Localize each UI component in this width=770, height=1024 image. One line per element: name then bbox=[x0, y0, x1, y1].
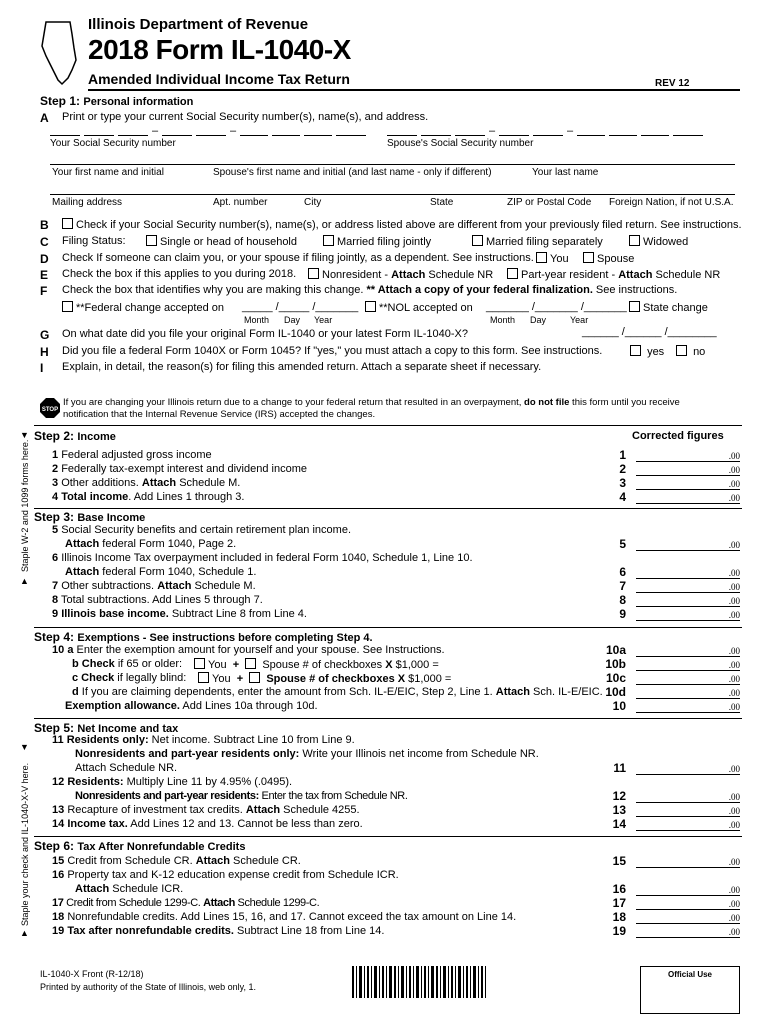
line-b-checkbox[interactable] bbox=[62, 218, 73, 229]
status-single-checkbox[interactable] bbox=[146, 235, 157, 246]
revision-code: REV 12 bbox=[655, 78, 690, 89]
line-11-number: 11 bbox=[613, 761, 626, 775]
line-14-text: 14 Income tax. Add Lines 12 and 13. Cannot be less than zero. bbox=[52, 818, 363, 830]
line-10-number: 10 bbox=[612, 699, 626, 713]
nol-day-label: Day bbox=[530, 315, 547, 325]
original-filing-date-field[interactable]: ______ /______ /________ bbox=[582, 326, 717, 338]
line-11-amount[interactable]: .00 bbox=[636, 763, 740, 775]
line-6-number: 6 bbox=[619, 565, 626, 579]
line-15-number: 15 bbox=[612, 854, 626, 868]
line-12-amount[interactable]: .00 bbox=[636, 791, 740, 803]
official-use-label: Official Use bbox=[667, 970, 712, 979]
line-3-text: 3 Other additions. Attach Schedule M. bbox=[52, 477, 241, 489]
line-e-text: Check the box if this applies to you during 2018. bbox=[62, 268, 297, 280]
staple-w2-label: Staple W-2 and 1099 forms here. bbox=[20, 439, 30, 572]
dependent-spouse-option[interactable]: Spouse bbox=[583, 252, 634, 265]
line-1-number: 1 bbox=[619, 448, 626, 462]
step4-title: Step 4: Exemptions - See instructions before completing Step 4. bbox=[34, 630, 373, 644]
line-i-letter: I bbox=[40, 361, 44, 375]
line-13-amount[interactable]: .00 bbox=[636, 805, 740, 817]
age65-you-checkbox[interactable] bbox=[194, 658, 205, 669]
line-4-text: 4 Total income. Add Lines 1 through 3. bbox=[52, 491, 245, 503]
mailing-label: Mailing address bbox=[52, 197, 123, 208]
line-5-attach: Attach federal Form 1040, Page 2. bbox=[65, 538, 237, 550]
line-12-text: 12 Residents: Multiply Line 11 by 4.95% (.0495). bbox=[52, 776, 293, 788]
federal-amended-no-checkbox[interactable] bbox=[676, 345, 687, 356]
line-11-attach: Attach Schedule NR. bbox=[75, 762, 178, 774]
part-year-option[interactable]: Part-year resident - Attach Schedule NR bbox=[507, 268, 720, 281]
line-18-number: 18 bbox=[612, 910, 626, 924]
line-16-text: 16 Property tax and K-12 education expense credit from Schedule ICR. bbox=[52, 869, 399, 881]
line-1-text: 1 Federal adjusted gross income bbox=[52, 449, 212, 461]
line-b: Check if your Social Security number(s), name(s), or address listed above are different from your previously filed return. See instructions. bbox=[62, 218, 742, 231]
age65-spouse-checkbox[interactable] bbox=[245, 658, 256, 669]
line-9-number: 9 bbox=[619, 607, 626, 621]
line-8-number: 8 bbox=[619, 593, 626, 607]
federal-change-option[interactable]: **Federal change accepted on bbox=[62, 301, 224, 314]
line-13-number: 13 bbox=[612, 803, 626, 817]
stop-sign-icon bbox=[40, 398, 60, 418]
step2-title: Step 2: Income bbox=[34, 429, 116, 443]
stop-sign-text: STOP bbox=[41, 407, 59, 413]
line-16-attach: Attach Schedule ICR. bbox=[75, 883, 184, 895]
federal-change-checkbox[interactable] bbox=[62, 301, 73, 312]
step5-title: Step 5: Net Income and tax bbox=[34, 721, 179, 735]
last-name-label: Your last name bbox=[532, 167, 599, 178]
filing-status-label: Filing Status: bbox=[62, 235, 126, 247]
line-7-text: 7 Other subtractions. Attach Schedule M. bbox=[52, 580, 256, 592]
foreign-nation-label: Foreign Nation, if not U.S.A. bbox=[609, 197, 734, 208]
line-12-number: 12 bbox=[612, 789, 626, 803]
line-f-letter: F bbox=[40, 284, 48, 298]
arrow-up-icon: ▲ bbox=[20, 576, 29, 586]
line-10-amount[interactable]: .00 bbox=[636, 701, 740, 713]
authority-footer: Printed by authority of the State of Illinois, web only, 1. bbox=[40, 982, 256, 992]
part-year-checkbox[interactable] bbox=[507, 268, 518, 279]
line-h-text: Did you file a federal Form 1040X or Form 1045? If "yes," you must attach a copy to this form. See instructions. bbox=[62, 345, 603, 357]
line-2-number: 2 bbox=[619, 462, 626, 476]
line-16-amount[interactable]: .00 bbox=[636, 884, 740, 896]
status-mfs-checkbox[interactable] bbox=[472, 235, 483, 246]
form-subtitle: Amended Individual Income Tax Return bbox=[88, 71, 350, 87]
line-13-text: 13 Recapture of investment tax credits. Attach Schedule 4255. bbox=[52, 804, 360, 816]
blind-spouse-checkbox[interactable] bbox=[249, 672, 260, 683]
form-id-footer: IL-1040-X Front (R-12/18) bbox=[40, 969, 144, 979]
line-10b-amount[interactable]: .00 bbox=[636, 659, 740, 671]
dependent-spouse-checkbox[interactable] bbox=[583, 252, 594, 263]
federal-year-label: Year bbox=[314, 315, 333, 325]
line-a-letter: A bbox=[40, 111, 49, 125]
staple-check-label: Staple your check and IL-1040-X-V here. bbox=[20, 762, 30, 926]
illinois-state-icon bbox=[40, 20, 80, 86]
status-widowed-checkbox[interactable] bbox=[629, 235, 640, 246]
nonresident-option[interactable]: Nonresident - Attach Schedule NR bbox=[308, 268, 493, 281]
line-10a-amount[interactable]: .00 bbox=[636, 645, 740, 657]
status-mfj-checkbox[interactable] bbox=[323, 235, 334, 246]
line-15-text: 15 Credit from Schedule CR. Attach Schedule CR. bbox=[52, 855, 301, 867]
line-10b-number: 10b bbox=[605, 657, 626, 671]
line-d-text: Check If someone can claim you, or your spouse if filing jointly, as a dependent. See instructions. bbox=[62, 252, 534, 264]
federal-amended-no-option[interactable]: no bbox=[676, 345, 705, 358]
line-a-text: Print or type your current Social Security number(s), name(s), and address. bbox=[62, 111, 429, 123]
status-mfj-option[interactable]: Married filing jointly bbox=[323, 235, 431, 248]
line-6-amount[interactable]: .00 bbox=[636, 567, 740, 579]
line-5-number: 5 bbox=[619, 537, 626, 551]
line-11-text: 11 Residents only: Net income. Subtract Line 10 from Line 9. bbox=[52, 734, 355, 746]
line-b-letter: B bbox=[40, 218, 49, 232]
line-3-number: 3 bbox=[619, 476, 626, 490]
line-e-letter: E bbox=[40, 268, 49, 282]
line-10c-boxes[interactable]: You + Spouse # of checkboxes X $1,000 = bbox=[198, 672, 451, 685]
line-10a-number: 10a bbox=[605, 643, 626, 657]
line-7-amount[interactable]: .00 bbox=[636, 581, 740, 593]
nonresident-checkbox[interactable] bbox=[308, 268, 319, 279]
line-1-amount[interactable]: .00 bbox=[636, 450, 740, 462]
line-12-nonres-text: Nonresidents and part-year residents: Enter the tax from Schedule NR. bbox=[75, 790, 408, 802]
line-4-amount[interactable]: .00 bbox=[636, 492, 740, 504]
line-f-text: Check the box that identifies why you are making this change. ** Attach a copy of your federal finalization. See instructions. bbox=[62, 284, 678, 296]
arrow-up-icon: ▲ bbox=[20, 928, 29, 938]
line-10b-boxes[interactable]: You + Spouse # of checkboxes X $1,000 = bbox=[194, 658, 439, 671]
agency-name: Illinois Department of Revenue bbox=[88, 16, 309, 33]
line-18-text: 18 Nonrefundable credits. Add Lines 15, 16, and 17. Cannot exceed the tax amount on Line 14. bbox=[52, 911, 517, 923]
barcode-icon bbox=[352, 966, 486, 998]
line-10c-number: 10c bbox=[605, 671, 626, 685]
line-9-text: 9 Illinois base income. Subtract Line 8 from Line 4. bbox=[52, 608, 307, 620]
line-8-amount[interactable]: .00 bbox=[636, 595, 740, 607]
status-widowed-option[interactable]: Widowed bbox=[629, 235, 688, 248]
stop-notice-line2: notification that the Internal Revenue Service (IRS) accepted the changes. bbox=[63, 409, 376, 420]
state-change-option[interactable]: State change bbox=[629, 301, 708, 314]
nol-month-label: Month bbox=[490, 315, 516, 325]
city-label: City bbox=[304, 197, 322, 208]
line-5-amount[interactable]: .00 bbox=[636, 539, 740, 551]
arrow-down-icon: ▼ bbox=[20, 742, 29, 752]
line-15-amount[interactable]: .00 bbox=[636, 856, 740, 868]
spouse-name-label: Spouse's first name and initial (and last name - only if different) bbox=[213, 167, 492, 178]
line-10a-text: 10 a Enter the exemption amount for yourself and your spouse. See Instructions. bbox=[52, 644, 445, 656]
line-19-amount[interactable]: .00 bbox=[636, 926, 740, 938]
dependent-you-option[interactable]: You bbox=[536, 252, 569, 265]
line-17-text: 17 Credit from Schedule 1299-C. Attach Schedule 1299-C. bbox=[52, 897, 320, 909]
arrow-down-icon: ▼ bbox=[20, 430, 29, 440]
line-19-number: 19 bbox=[612, 924, 626, 938]
nol-year-label: Year bbox=[570, 315, 589, 325]
line-7-number: 7 bbox=[619, 579, 626, 593]
exemption-allowance-text: Exemption allowance. Add Lines 10a through 10d. bbox=[65, 700, 318, 712]
line-g-text: On what date did you file your original Form IL-1040 or your latest Form IL-1040-X? bbox=[62, 328, 468, 340]
line-6-text: 6 Illinois Income Tax overpayment included in federal Form 1040, Schedule 1, Line 10. bbox=[52, 552, 473, 564]
line-17-amount[interactable]: .00 bbox=[636, 898, 740, 910]
federal-month-label: Month bbox=[244, 315, 270, 325]
line-g-letter: G bbox=[40, 328, 50, 342]
step1-title: Step 1: Personal information bbox=[40, 94, 194, 108]
line-8-text: 8 Total subtractions. Add Lines 5 through 7. bbox=[52, 594, 263, 606]
line-i-text: Explain, in detail, the reason(s) for filing this amended return. Attach a separate sheet if necessary. bbox=[62, 361, 542, 373]
status-single-option[interactable]: Single or head of household bbox=[146, 235, 297, 248]
line-2-amount[interactable]: .00 bbox=[636, 464, 740, 476]
line-4-number: 4 bbox=[619, 490, 626, 504]
line-3-amount[interactable]: .00 bbox=[636, 478, 740, 490]
dependent-you-checkbox[interactable] bbox=[536, 252, 547, 263]
federal-amended-yes-option[interactable]: yes bbox=[630, 345, 664, 358]
line-10c-amount[interactable]: .00 bbox=[636, 673, 740, 685]
line-18-amount[interactable]: .00 bbox=[636, 912, 740, 924]
line-14-number: 14 bbox=[612, 817, 626, 831]
blind-you-checkbox[interactable] bbox=[198, 672, 209, 683]
line-5-text: 5 Social Security benefits and certain retirement plan income. bbox=[52, 524, 352, 536]
line-h-letter: H bbox=[40, 345, 49, 359]
line-10d-text: d If you are claiming dependents, enter the amount from Sch. IL-E/EIC, Step 2, Line 1. Attach Sch. IL-E/EIC. bbox=[72, 686, 603, 698]
state-change-checkbox[interactable] bbox=[629, 301, 640, 312]
step6-title: Step 6: Tax After Nonrefundable Credits bbox=[34, 839, 246, 853]
zip-label: ZIP or Postal Code bbox=[507, 197, 592, 208]
line-11-nonres-text: Nonresidents and part-year residents only: Write your Illinois net income from Schedule NR. bbox=[75, 748, 539, 760]
federal-amended-yes-checkbox[interactable] bbox=[630, 345, 641, 356]
line-14-amount[interactable]: .00 bbox=[636, 819, 740, 831]
state-label: State bbox=[430, 197, 454, 208]
step3-title: Step 3: Base Income bbox=[34, 510, 146, 524]
line-10c-text: c Check if legally blind: bbox=[72, 672, 187, 684]
line-d-letter: D bbox=[40, 252, 49, 266]
line-19-text: 19 Tax after nonrefundable credits. Subtract Line 18 from Line 14. bbox=[52, 925, 385, 937]
line-c-letter: C bbox=[40, 235, 49, 249]
line-6-attach: Attach federal Form 1040, Schedule 1. bbox=[65, 566, 257, 578]
line-10d-amount[interactable]: .00 bbox=[636, 687, 740, 699]
stop-notice-line1: If you are changing your Illinois return due to a change to your federal return that resulted in an overpayment, do not file this form until you receive bbox=[63, 397, 680, 408]
line-9-amount[interactable]: .00 bbox=[636, 609, 740, 621]
nol-checkbox[interactable] bbox=[365, 301, 376, 312]
line-17-number: 17 bbox=[612, 896, 626, 910]
first-name-label: Your first name and initial bbox=[52, 167, 164, 178]
federal-day-label: Day bbox=[284, 315, 301, 325]
form-title: 2018 Form IL-1040-X bbox=[88, 34, 351, 65]
apt-label: Apt. number bbox=[213, 197, 268, 208]
line-10b-text: b Check if 65 or older: bbox=[72, 658, 183, 670]
your-ssn-label: Your Social Security number bbox=[50, 138, 176, 149]
corrected-figures-header: Corrected figures bbox=[632, 430, 724, 442]
nol-option[interactable]: **NOL accepted on bbox=[365, 301, 473, 314]
line-2-text: 2 Federally tax-exempt interest and dividend income bbox=[52, 463, 307, 475]
line-16-number: 16 bbox=[612, 882, 626, 896]
spouse-ssn-label: Spouse's Social Security number bbox=[387, 138, 534, 149]
status-mfs-option[interactable]: Married filing separately bbox=[472, 235, 603, 248]
line-10d-number: 10d bbox=[605, 685, 626, 699]
official-use-box bbox=[640, 966, 740, 1014]
